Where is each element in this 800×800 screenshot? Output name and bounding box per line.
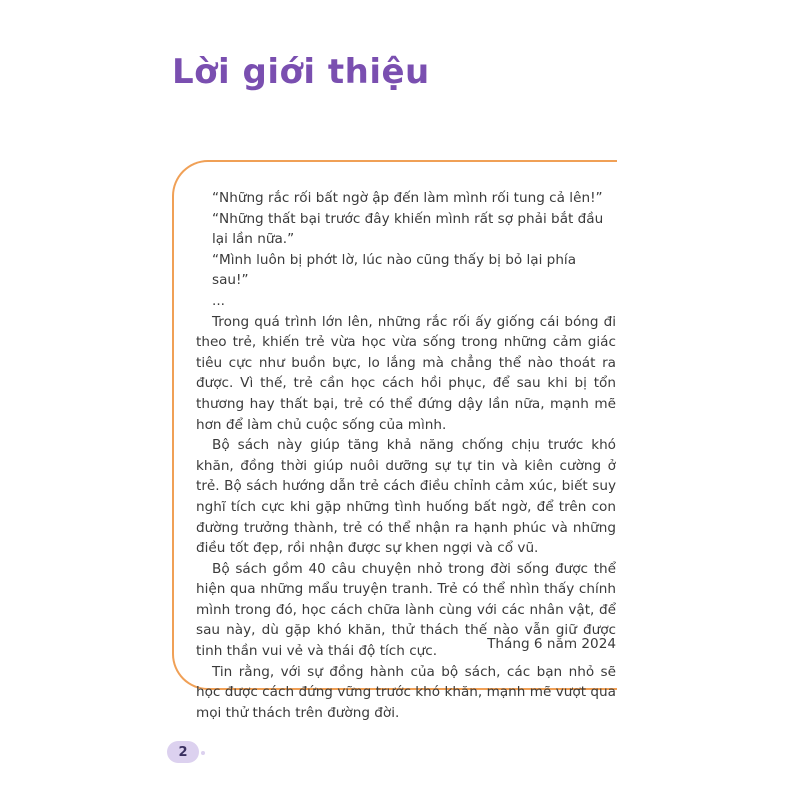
paragraph: Trong quá trình lớn lên, những rắc rối ấy giống cái bóng đi theo trẻ, khiến trẻ vừa học vừa sống trong những cảm giác tiêu cực như buồn bực, lo lắng mà chẳng thể nào thoát ra được. Vì thế, trẻ cần học cách hồi phục, để sau khi bị tổn thương hay thất bại, trẻ có thể đứng dậy lần nữa, mạnh mẽ hơn để làm chủ cuộc sống của mình. [196,313,616,433]
quote-line: “Mình luôn bị phớt lờ, lúc nào cũng thấy bị bỏ lại phía sau!” [212,251,577,289]
paragraph: Bộ sách gồm 40 câu chuyện nhỏ trong đời sống được thể hiện qua những mẩu truyện tranh. Trẻ có thể nhìn thấy chính mình trong đó, học cách chữa lành cùng với các nhân vật, để sau này, dù gặp khó khăn, thử thách thế nào vẫn giữ được tinh thần vui vẻ và thái độ tích cực. [196,560,616,660]
quote-line: “Những rắc rối bất ngờ ập đến làm mình rối tung cả lên!” [212,190,603,206]
quote-ellipsis: ... [212,292,225,309]
date-signature: Tháng 6 năm 2024 [487,636,616,652]
page-title: Lời giới thiệu [172,52,430,92]
paragraph: Tin rằng, với sự đồng hành của bộ sách, các bạn nhỏ sẽ học được cách đứng vững trước khó khăn, mạnh mẽ vượt qua mọi thử thách trên đường đời. [196,663,616,721]
paragraph: Bộ sách này giúp tăng khả năng chống chịu trước khó khăn, đồng thời giúp nuôi dưỡng sự tự tin và kiên cường ở trẻ. Bộ sách hướng dẫn trẻ cách điều chỉnh cảm xúc, biết suy nghĩ tích cực khi gặp những tình huống bất ngờ, để trên con đường trưởng thành, trẻ có thể nhận ra hạnh phúc và những điều tốt đẹp, rồi nhận được sự khen ngợi và cổ vũ. [196,437,616,557]
badge-decoration [201,751,205,755]
quote-line: “Những thất bại trước đây khiến mình rất sợ phải bắt đầu lại lần nữa.” [212,210,604,248]
page-number: 2 [178,744,188,760]
page-number-badge [167,741,199,763]
